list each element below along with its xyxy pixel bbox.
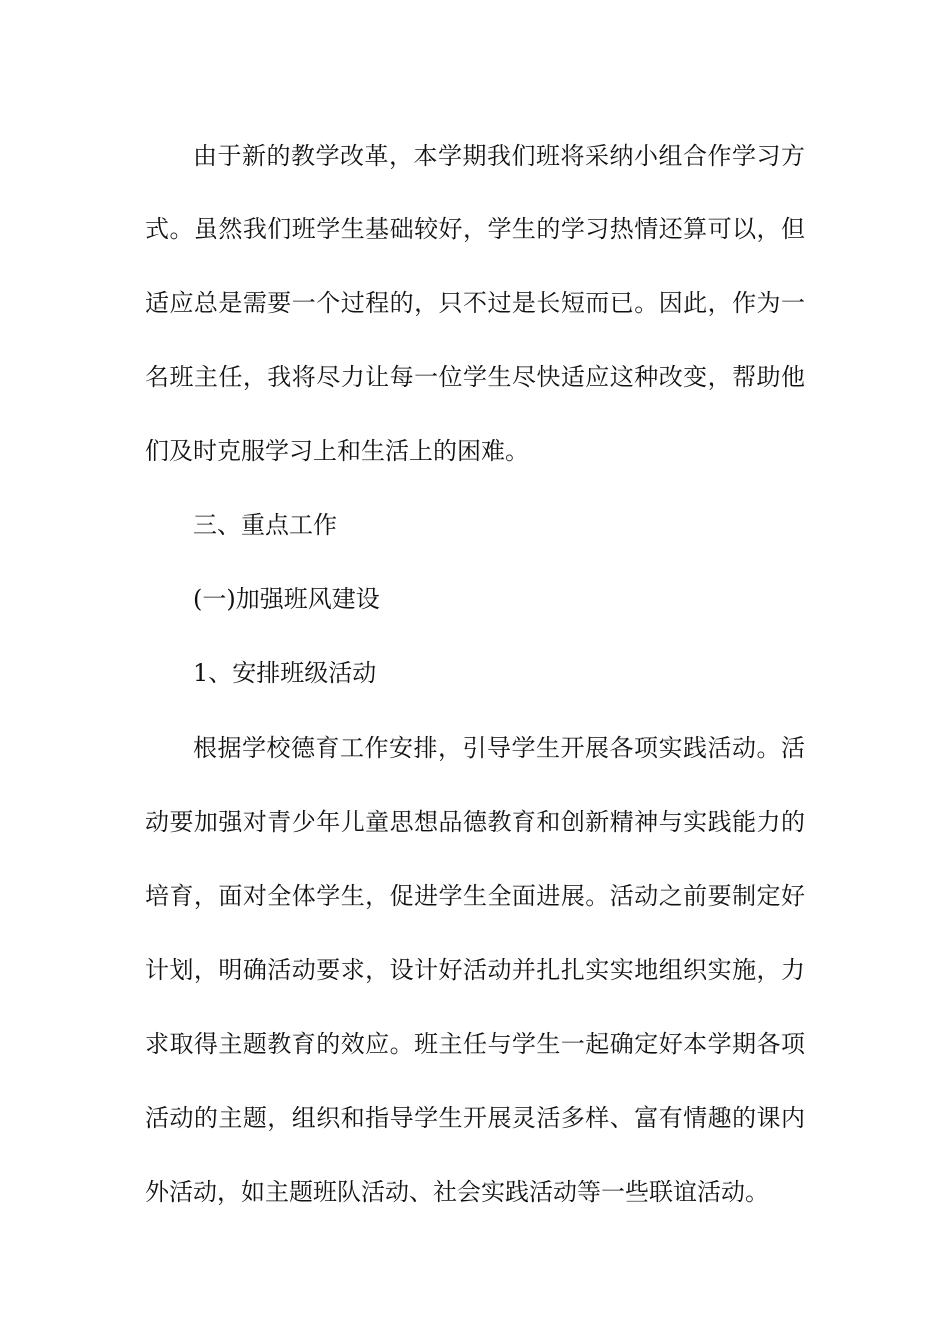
paragraph-line: 名班主任，我将尽力让每一位学生尽快适应这种改变，帮助他 — [145, 363, 805, 391]
paragraph-line: 根据学校德育工作安排，引导学生开展各项实践活动。活 — [193, 734, 805, 762]
subsection-heading: (一)加强班风建设 — [193, 585, 380, 613]
paragraph-line: 外活动，如主题班队活动、社会实践活动等一些联谊活动。 — [145, 1178, 769, 1206]
paragraph-line: 适应总是需要一个过程的，只不过是长短而已。因此，作为一 — [145, 289, 805, 317]
item-heading: 1、安排班级活动 — [193, 659, 377, 687]
paragraph-line: 们及时克服学习上和生活上的困难。 — [145, 437, 529, 465]
paragraph-line: 活动的主题，组织和指导学生开展灵活多样、富有情趣的课内 — [145, 1104, 805, 1132]
paragraph-line: 培育，面对全体学生，促进学生全面进展。活动之前要制定好 — [145, 882, 805, 910]
paragraph-line: 计划，明确活动要求，设计好活动并扎扎实实地组织实施，力 — [145, 956, 805, 984]
paragraph-line: 求取得主题教育的效应。班主任与学生一起确定好本学期各项 — [145, 1030, 805, 1058]
paragraph-line: 由于新的教学改革，本学期我们班将采纳小组合作学习方 — [193, 142, 805, 170]
paragraph-line: 动要加强对青少年儿童思想品德教育和创新精神与实践能力的 — [145, 808, 805, 836]
paragraph-line: 式。虽然我们班学生基础较好，学生的学习热情还算可以，但 — [145, 215, 805, 243]
section-heading: 三、重点工作 — [193, 511, 337, 539]
